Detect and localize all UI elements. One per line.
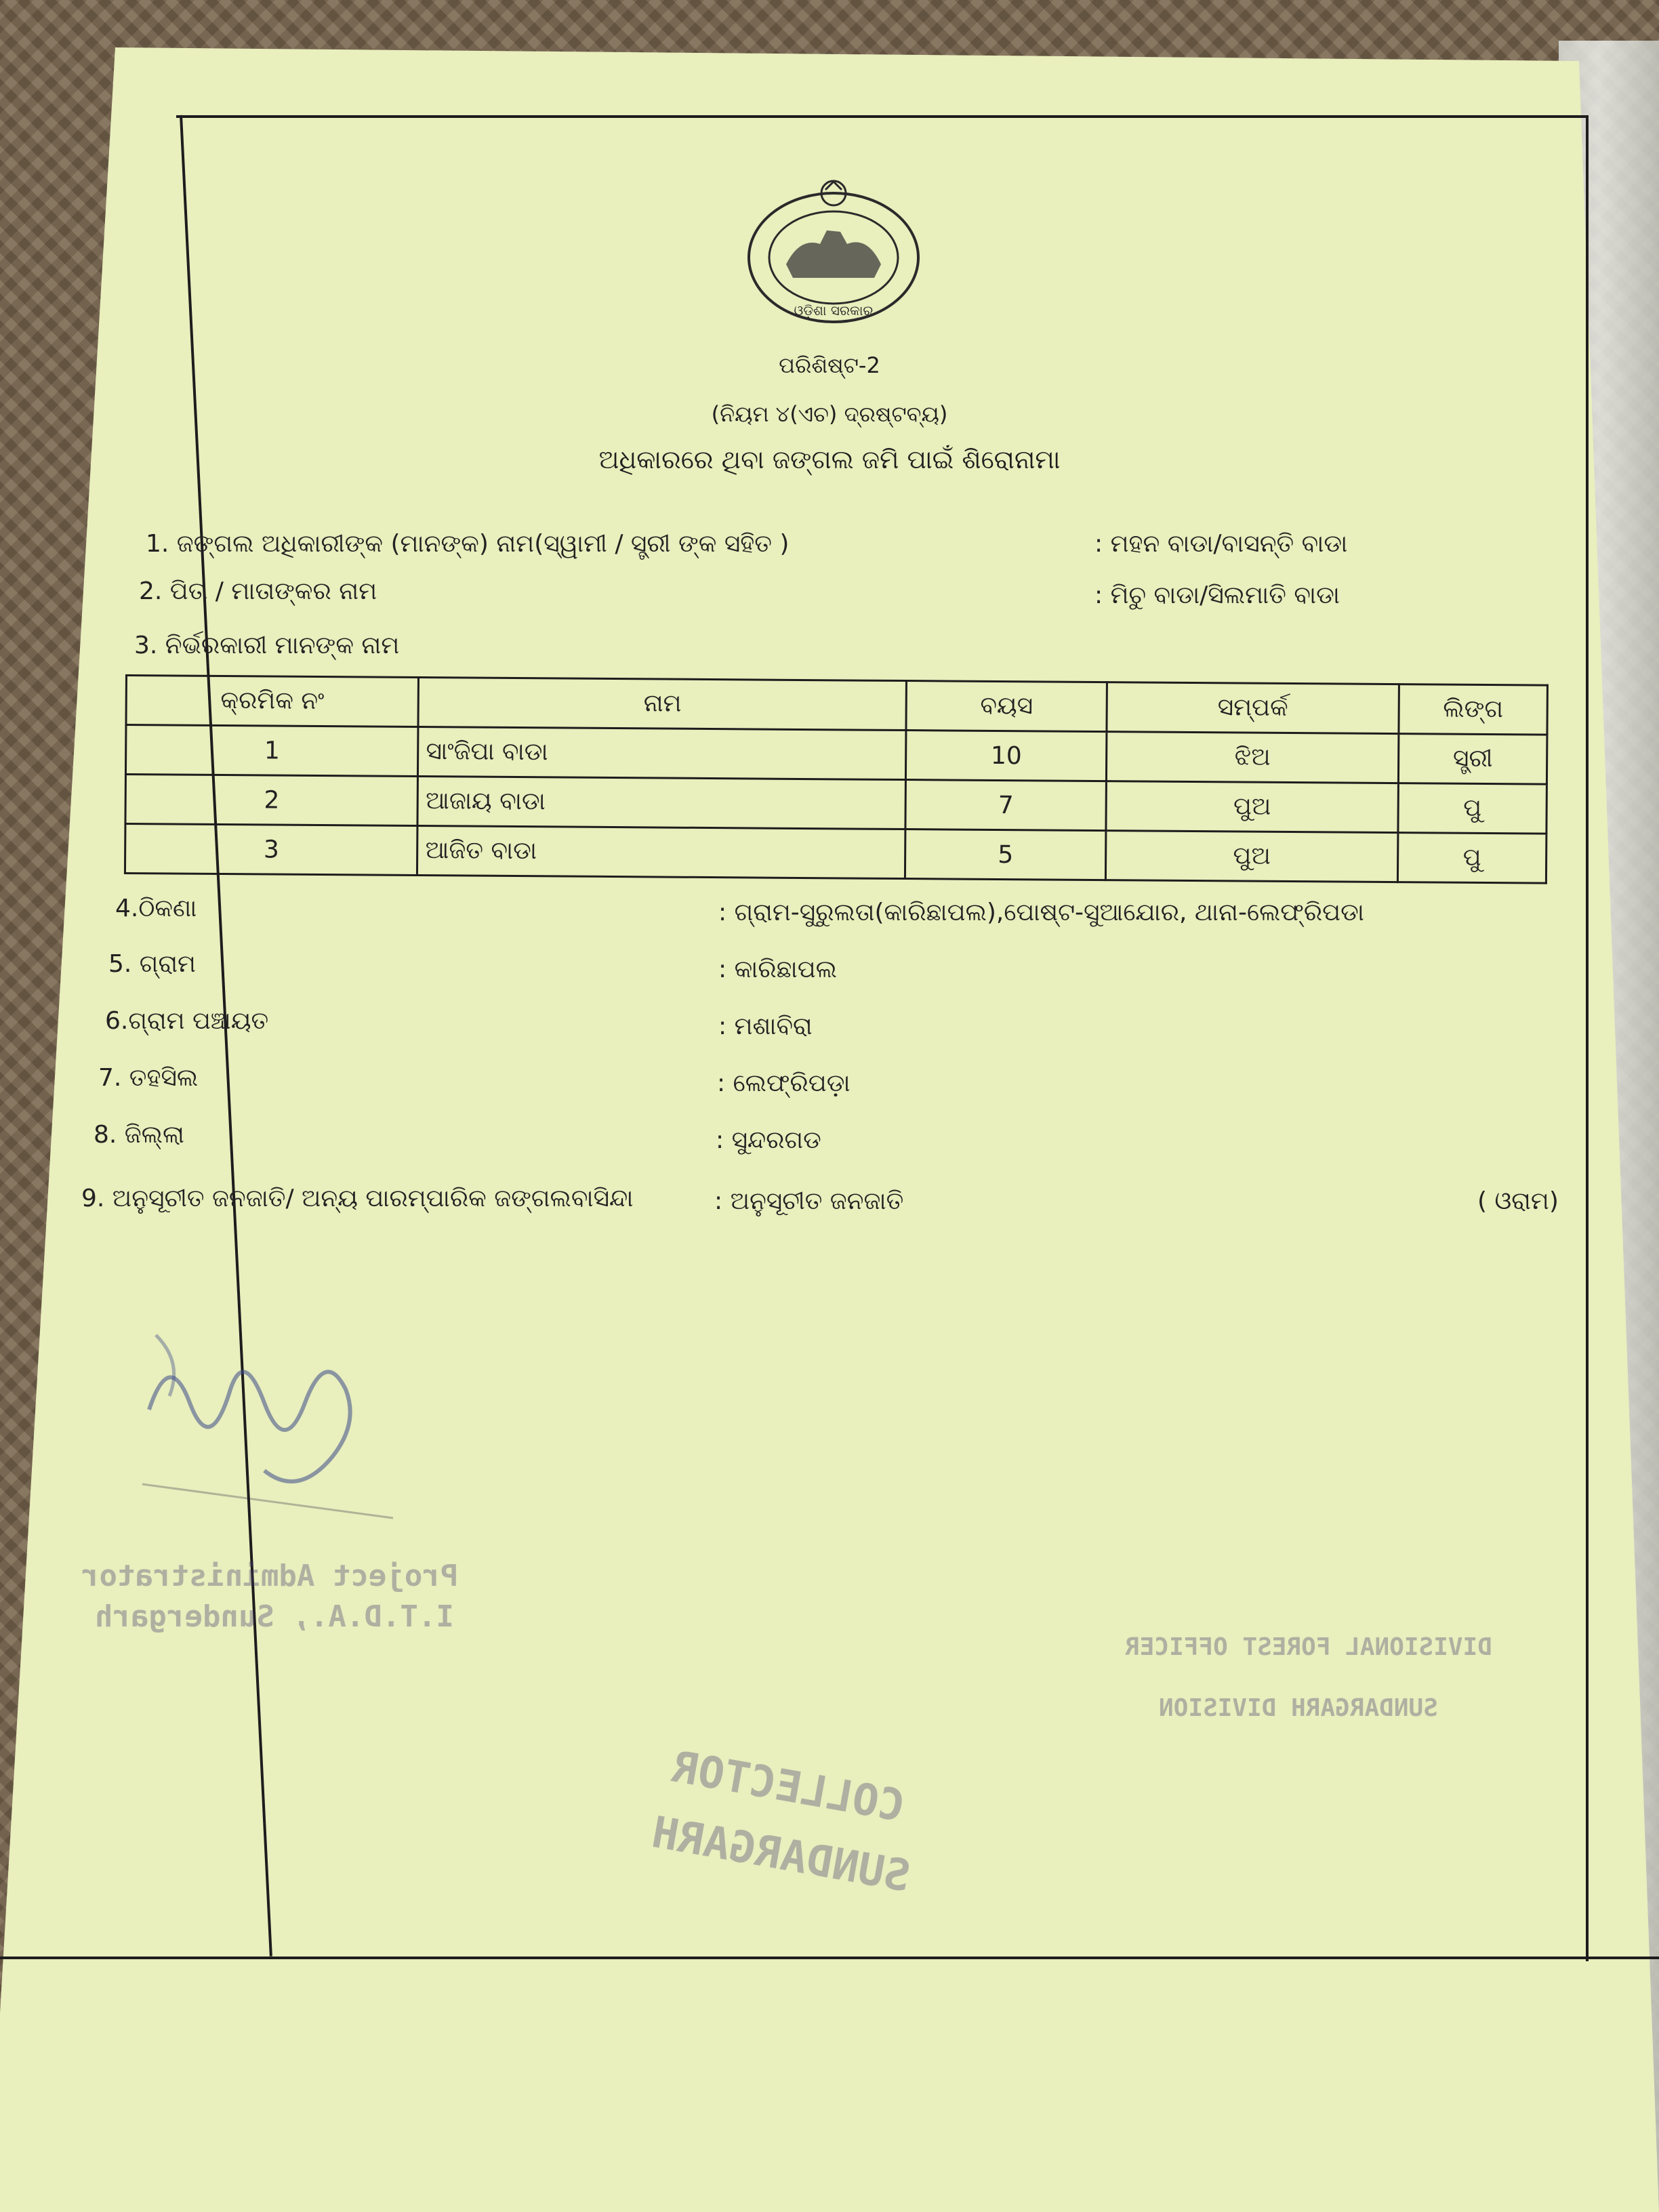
header-gender: ଲିଙ୍ଗ: [1399, 684, 1547, 735]
field-7-label: 7. ତହସିଲ: [98, 1064, 199, 1092]
row-serial: 3: [125, 824, 417, 876]
field-4-value: : ଗ୍ରାମ-ସୁରୁଲତା(କାରିଛାପଲ),ପୋଷ୍ଟ-ସୁଆଯୋର, ଥାନା-ଲେଫ୍ରିପଡା: [718, 899, 1364, 926]
field-8-label: 8. ଜିଲ୍ଲା: [94, 1121, 184, 1149]
document-title: ଅଧିକାରରେ ଥିବା ଜଙ୍ଗଲ ଜମି ପାଇଁ ଶିରୋନାମା: [598, 445, 1061, 474]
row-relation: ଝିଅ: [1106, 732, 1399, 783]
header-name: ନାମ: [418, 678, 906, 731]
document-frame: [176, 115, 1589, 1961]
dependents-table: [124, 674, 1549, 884]
field-9-label: 9. ଅନୁସୂଚୀତ ଜନଜାତି/ ଅନ୍ୟ ପାରମ୍ପାରିକ ଜଙ୍ଗଲବାସିନ୍ଦା: [81, 1185, 634, 1212]
field-4-label: 4.ଠିକଣା: [115, 895, 197, 922]
collector-stamp-line2: SUNDARGARH: [648, 1807, 914, 1902]
field-5-label: 5. ଗ୍ରାମ: [108, 950, 196, 978]
row-serial: 2: [125, 775, 418, 826]
field-9-value: : ଅନୁସୂଚୀତ ଜନଜାତି: [714, 1187, 904, 1215]
table-row: [125, 824, 1546, 884]
rule-reference: (ନିୟମ ୪(ଏଚ) ଦ୍ରଷ୍ଟବ୍ୟ): [711, 401, 948, 427]
document-frame-bottom: [0, 1957, 1659, 1959]
row-gender: ପୁ: [1398, 833, 1547, 884]
row-age: 10: [906, 731, 1107, 781]
collector-stamp-line1: COLLECTOR: [668, 1742, 909, 1832]
state-emblem-seal: [745, 176, 922, 325]
divisional-stamp-line2: SUNDARGARH DIVISION: [1159, 1694, 1438, 1722]
row-gender: ପୁ: [1398, 783, 1547, 834]
row-name: ଆଜାୟ ବାଡା: [417, 777, 905, 830]
row-relation: ପୁଅ: [1106, 781, 1399, 833]
field-1-label: 1. ଜଙ୍ଗଲ ଅଧିକାରୀଙ୍କ (ମାନଙ୍କ) ନାମ(ସ୍ୱାମୀ / ସ୍ତ୍ରୀ ଙ୍କ ସହିତ ): [146, 530, 790, 558]
divisional-stamp-line1: DIVISIONAL FOREST OFFICER: [1125, 1633, 1492, 1661]
field-7-value: : ଲେଫ୍ରିପଡ଼ା: [717, 1069, 851, 1097]
project-stamp-line2: I.T.D.A., Sundergarh: [95, 1599, 454, 1634]
header-relation: ସମ୍ପର୍କ: [1107, 682, 1399, 734]
seal-text: ଓଡ଼ିଶା ସରକାର: [794, 302, 874, 319]
header-age: ବୟସ: [906, 681, 1107, 732]
project-stamp-line1: Project Administrator: [81, 1559, 459, 1593]
row-name: ସାଂଜିପା ବାଡା: [418, 727, 906, 780]
field-9-tribe: ( ଓରାମ): [1477, 1187, 1559, 1215]
appendix-heading: ପରିଶିଷ୍ଟ-2: [779, 352, 880, 378]
signature: [129, 1308, 413, 1525]
row-name: ଆଜିତ ବାଡା: [417, 826, 905, 879]
field-1-value: : ମହନ ବାଡା/ବାସନ୍ତି ବାଡା: [1094, 530, 1348, 558]
row-age: 5: [905, 830, 1106, 880]
field-6-value: : ମଶାବିରା: [718, 1012, 813, 1040]
field-2-label: 2. ପିତା / ମାତାଙ୍କର ନାମ: [139, 577, 377, 605]
row-gender: ସ୍ତ୍ରୀ: [1399, 734, 1547, 785]
row-relation: ପୁଅ: [1105, 831, 1398, 882]
header-serial: କ୍ରମିକ ନଂ: [126, 676, 419, 727]
field-2-value: : ମିଚୁ ବାଡା/ସିଲମାତି ବାଡା: [1094, 581, 1340, 609]
field-8-value: : ସୁନ୍ଦରଗଡ: [716, 1126, 821, 1154]
field-6-label: 6.ଗ୍ରାମ ପଞ୍ଚାୟତ: [105, 1007, 269, 1035]
field-3-label: 3. ନିର୍ଭରକାରୀ ମାନଙ୍କ ନାମ: [134, 632, 400, 659]
row-serial: 1: [125, 725, 418, 777]
row-age: 7: [905, 780, 1106, 831]
field-5-value: : କାରିଛାପଲ: [718, 956, 837, 983]
